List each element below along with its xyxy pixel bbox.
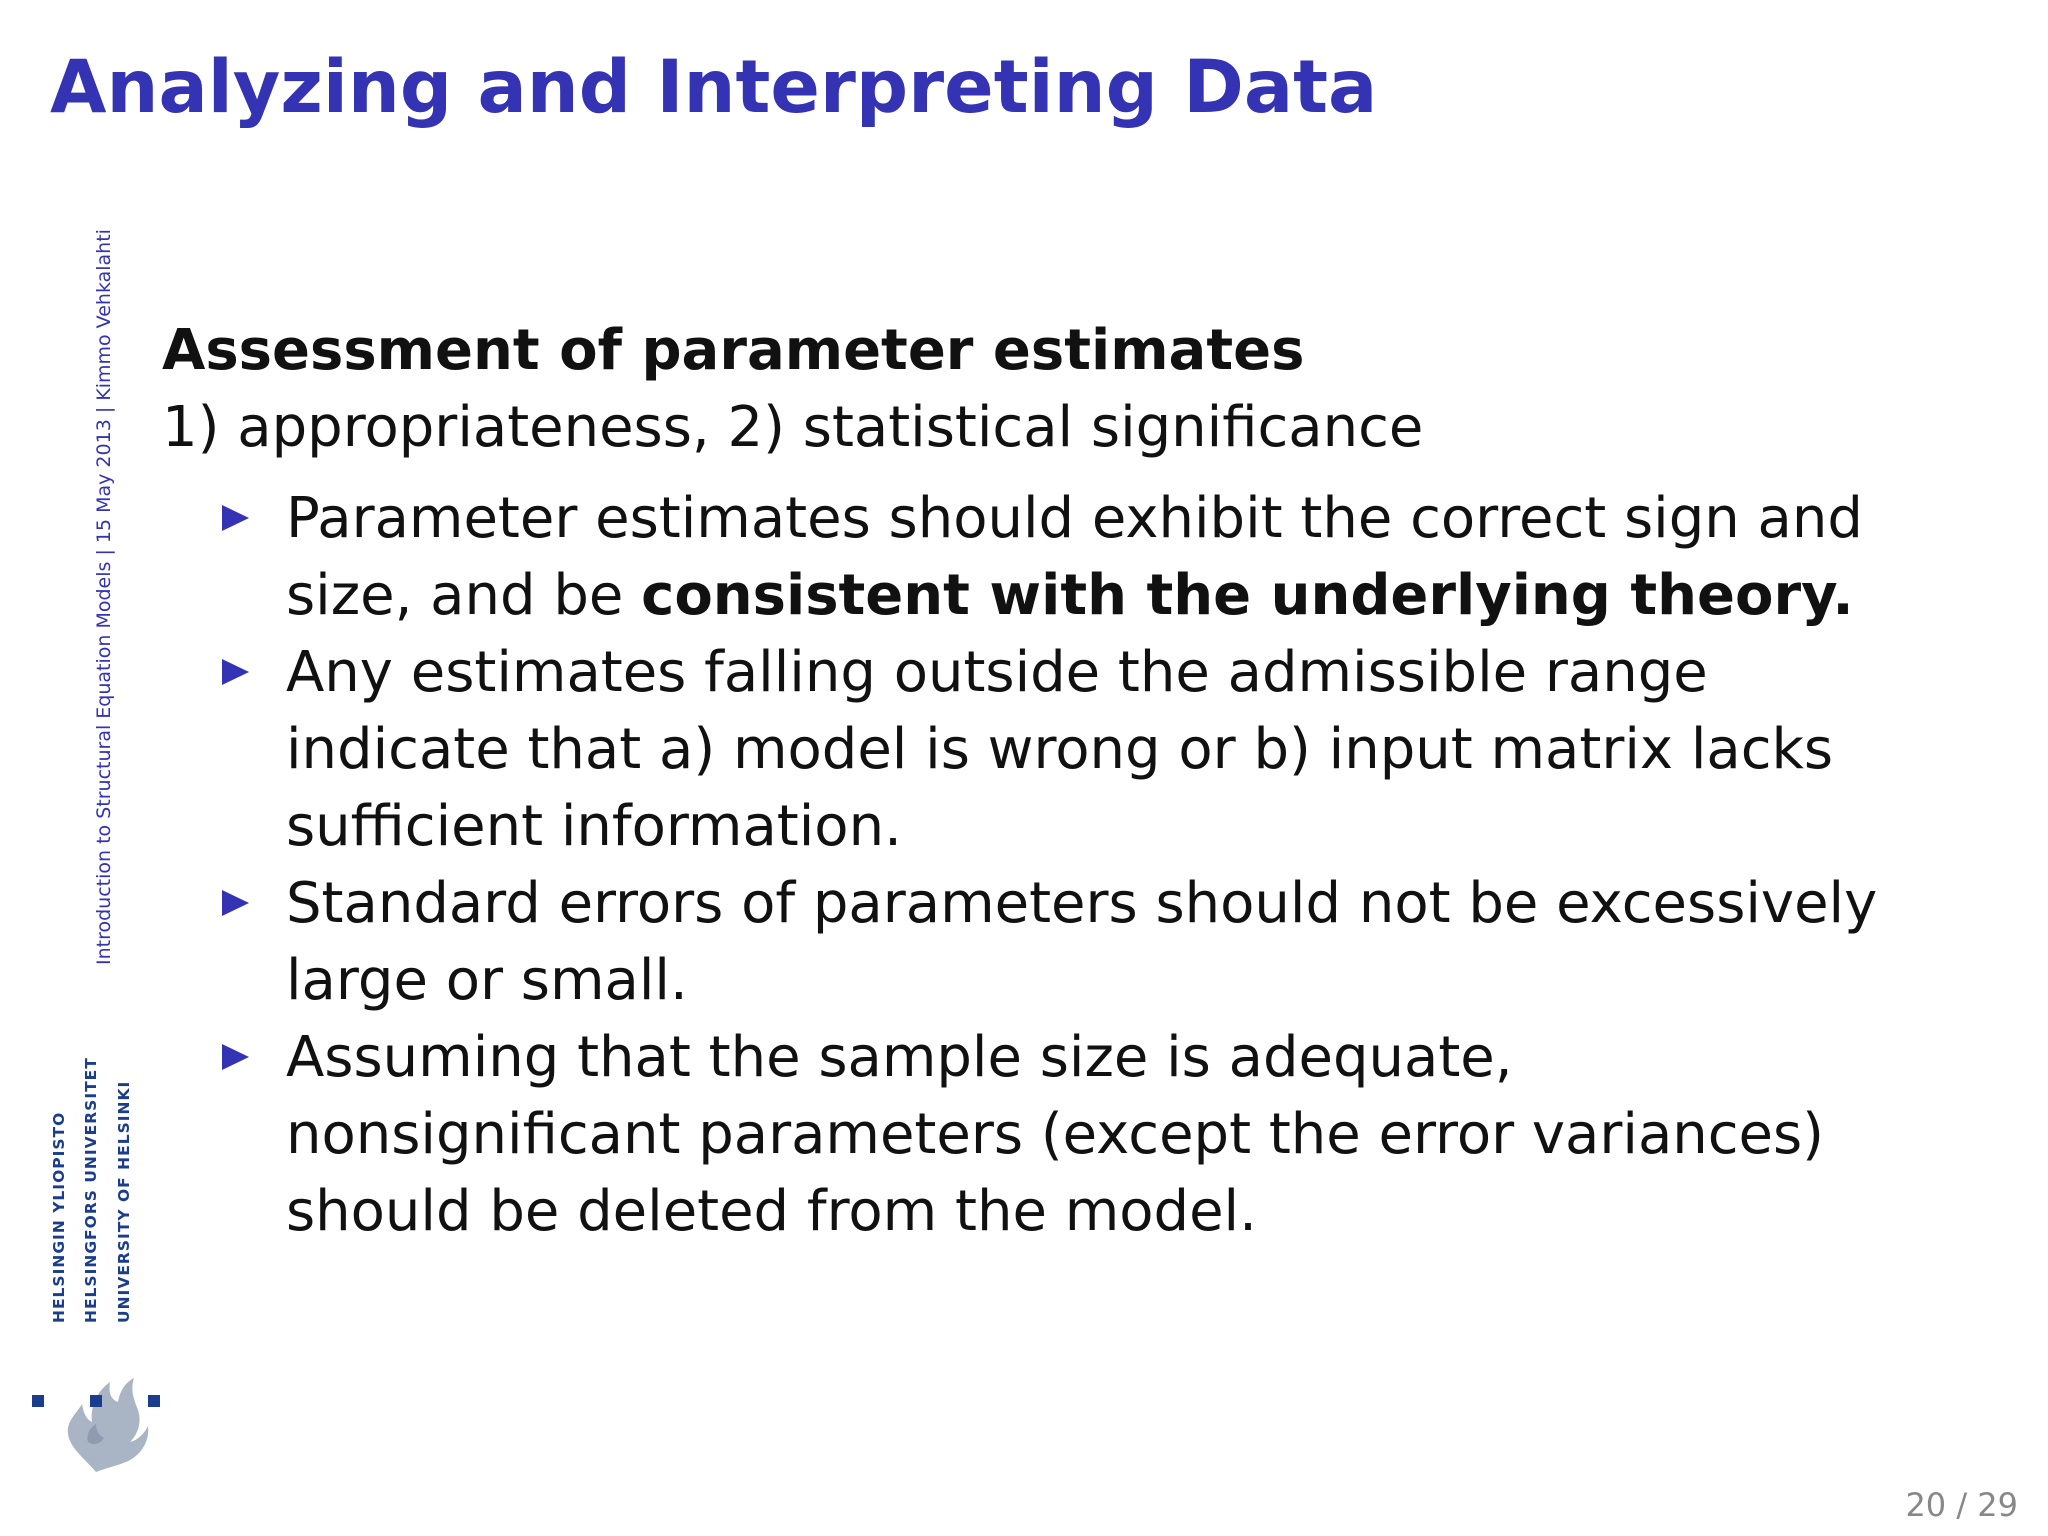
bullet-text: Parameter estimates should exhibit the correct sign and size, and be — [286, 486, 1863, 628]
section-heading: Assessment of parameter estimates — [162, 318, 1305, 383]
bullet-item — [162, 634, 1922, 865]
triangle-bullet-icon — [222, 1044, 249, 1070]
triangle-bullet-icon — [222, 505, 249, 531]
slide-content — [162, 312, 1922, 1250]
bullet-text: Standard errors of parameters should not be excessively large or small. — [286, 871, 1878, 1013]
bullet-item — [162, 480, 1922, 634]
bullet-text-bold: consistent with the underlying theory. — [641, 563, 1854, 628]
bullet-item — [162, 1019, 1922, 1250]
triangle-bullet-icon — [222, 659, 249, 685]
slide-title: Analyzing and Interpreting Data — [50, 45, 1378, 130]
page-number: 20 / 29 — [1905, 1486, 2018, 1524]
logo-text-line-1: HELSINGIN YLIOPISTO — [50, 1111, 68, 1323]
bullet-list — [162, 480, 1922, 1250]
logo-text-line-2: HELSINGFORS UNIVERSITET — [82, 1057, 100, 1323]
logo-text-line-3: UNIVERSITY OF HELSINKI — [115, 1080, 133, 1323]
bullet-text: Any estimates falling outside the admissible range indicate that a) model is wrong or b) input matrix lacks sufficient information. — [286, 640, 1834, 859]
footer-side-text: Introduction to Structural Equation Models | 15 May 2013 | Kimmo Vehkalahti — [93, 229, 115, 965]
university-logo-icon — [26, 1330, 176, 1480]
bullet-item — [162, 865, 1922, 1019]
bullet-text: Assuming that the sample size is adequate, nonsignificant parameters (except the error variances) should be deleted from the model. — [286, 1025, 1825, 1244]
section-subheading: 1) appropriateness, 2) statistical significance — [162, 395, 1424, 460]
triangle-bullet-icon — [222, 890, 249, 916]
